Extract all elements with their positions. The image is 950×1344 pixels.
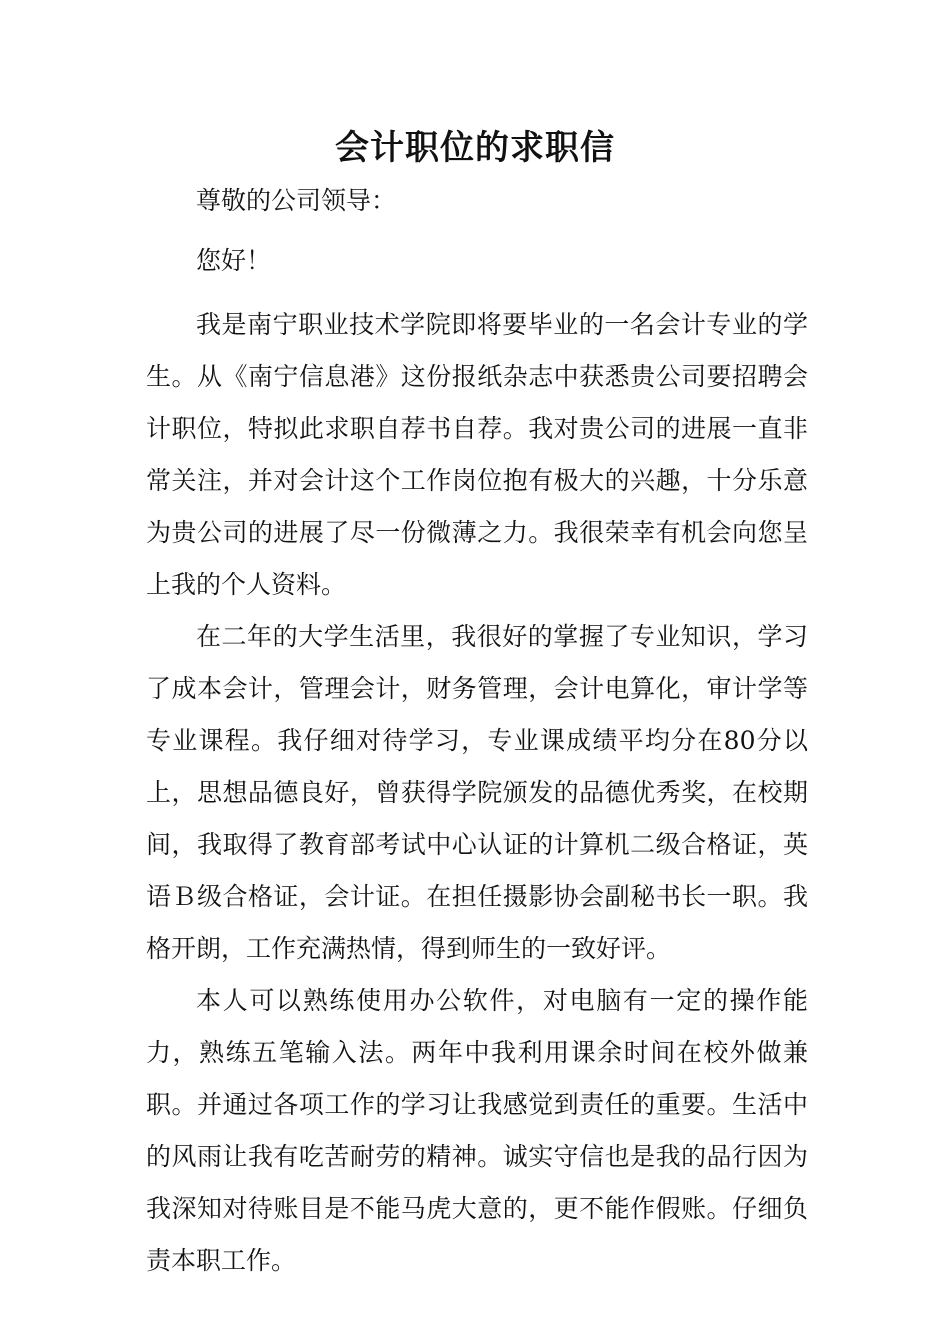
greeting: 您好！: [196, 246, 272, 275]
paragraph-introduction: 我是南宁职业技术学院即将要毕业的一名会计专业的学生。从《南宁信息港》这份报纸杂志中获悉贵公司要招聘会计职位，特拟此求职自荐书自荐。我对贵公司的进展一直非常关注，并对会计这个工作岗位抱有极大的兴趣，十分乐意为贵公司的进展了尽一份微薄之力。我很荣幸有机会向您呈上我的个人资料。: [146, 310, 808, 599]
salutation: 尊敬的公司领导：: [196, 186, 397, 215]
letter-body: [146, 175, 808, 1287]
paragraph-skills: 本人可以熟练使用办公软件，对电脑有一定的操作能力，熟练五笔输入法。两年中我利用课余时间在校外做兼职。并通过各项工作的学习让我感觉到责任的重要。生活中的风雨让我有吃苦耐劳的精神。诚实守信也是我的品行因为我深知对待账目是不能马虎大意的，更不能作假账。仔细负责本职工作。: [146, 986, 808, 1275]
paragraph-education: 在二年的大学生活里，我很好的掌握了专业知识，学习了成本会计，管理会计，财务管理，会计电算化，审计学等专业课程。我仔细对待学习，专业课成绩平均分在80分以上，思想品德良好，曾获得学院颁发的品德优秀奖，在校期间，我取得了教育部考试中心认证的计算机二级合格证，英语Ｂ级合格证，会计证。在担任摄影协会副秘书长一职。我格开朗，工作充满热情，得到师生的一致好评。: [146, 622, 808, 963]
document-title: 会计职位的求职信: [335, 128, 615, 168]
